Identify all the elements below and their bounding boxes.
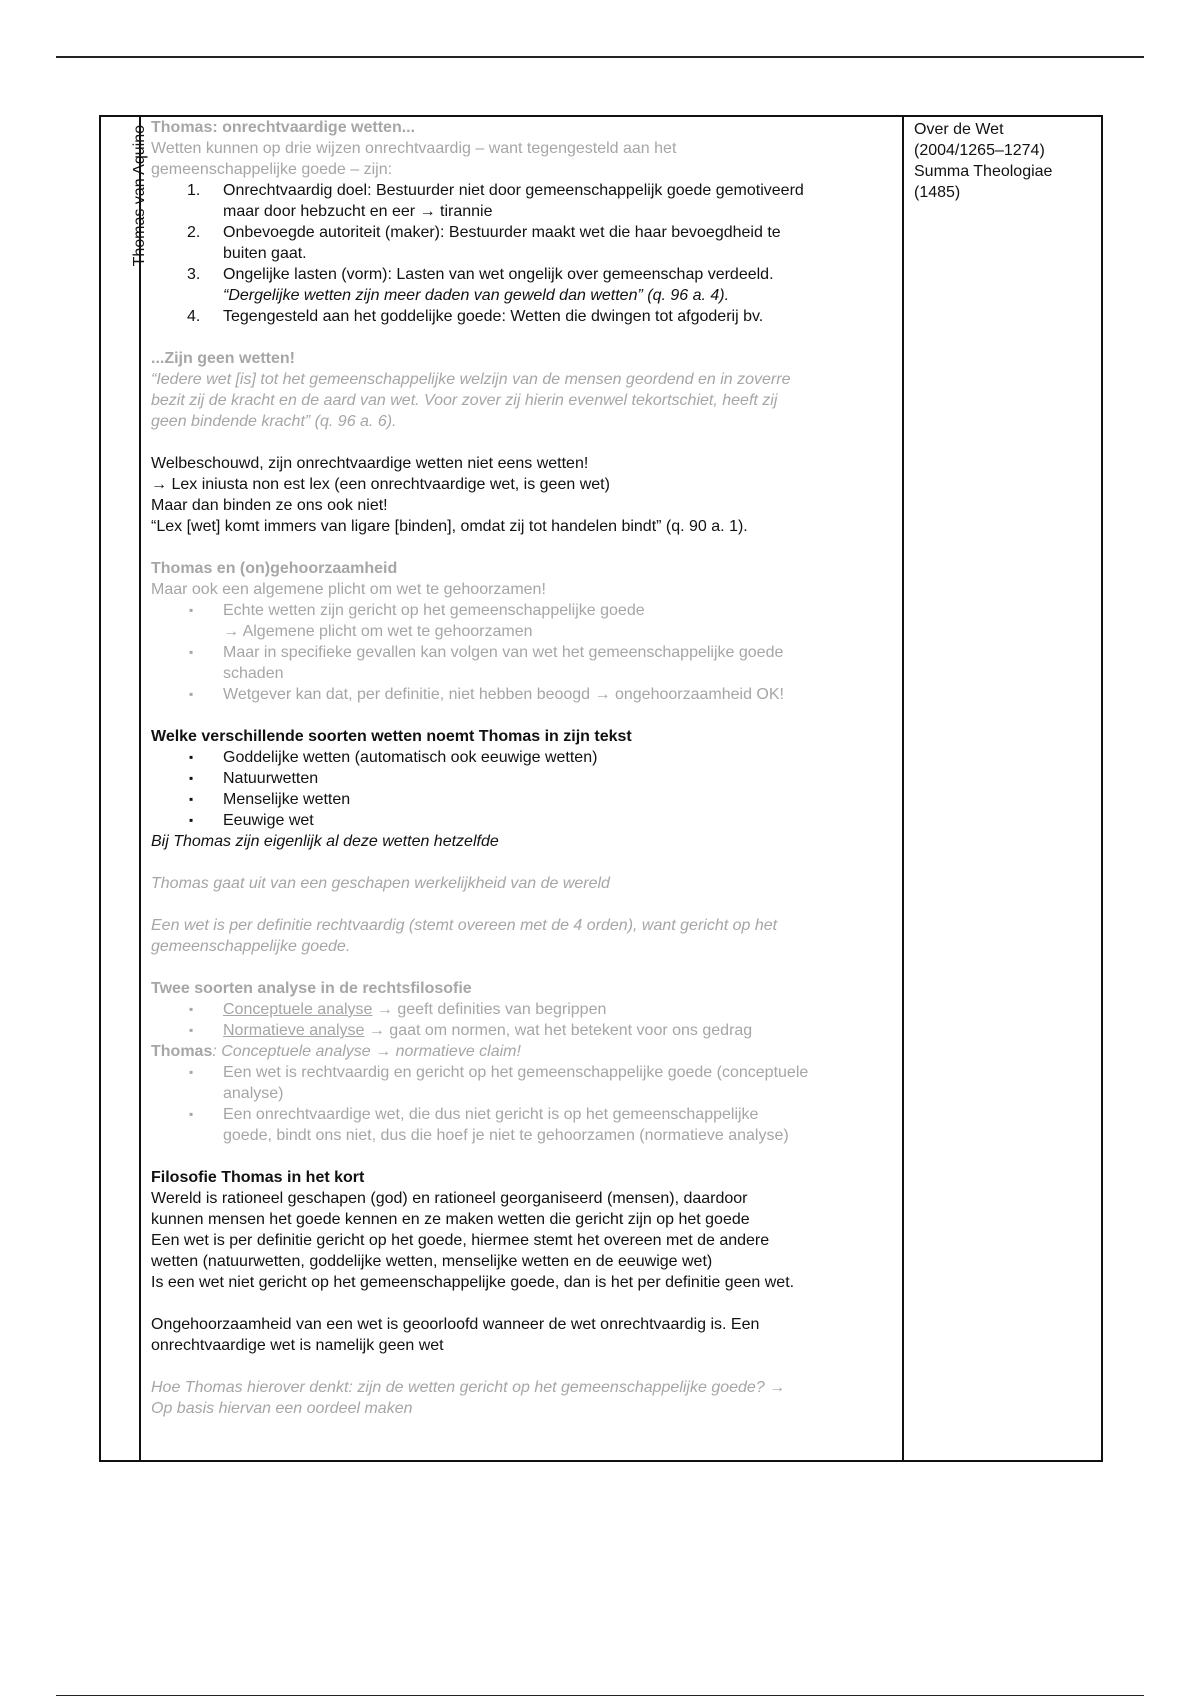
section-heading: Thomas en (on)gehoorzaamheid xyxy=(151,560,398,577)
list-item xyxy=(151,789,896,810)
text-line: Maar in specifieke gevallen kan volgen van wet het gemeenschappelijke goede xyxy=(223,644,784,661)
text-line: gemeenschappelijke goede. xyxy=(151,938,351,955)
quote-line: “Iedere wet [is] tot het gemeenschappelijke welzijn van de mensen geordend en in zoverre xyxy=(151,371,791,388)
text-line: → gaat om normen, wat het betekent voor ons gedrag xyxy=(364,1022,753,1039)
claim-label: Thomas xyxy=(151,1043,213,1060)
text-line: → Algemene plicht om wet te gehoorzamen xyxy=(223,623,533,640)
term: Conceptuele analyse xyxy=(223,1001,373,1018)
text-line: schaden xyxy=(223,665,284,682)
section-heading: Twee soorten analyse in de rechtsfilosofie xyxy=(151,980,472,997)
bullet-marker: ▪ xyxy=(189,771,194,785)
list-item xyxy=(151,180,896,222)
note-line: Bij Thomas zijn eigenlijk al deze wetten hetzelfde xyxy=(151,833,499,850)
list-item xyxy=(151,264,896,306)
footer-rule xyxy=(56,1695,1144,1696)
source-column xyxy=(902,117,1103,1460)
text-line: Thomas gaat uit van een geschapen werkelijkheid van de wereld xyxy=(151,875,610,892)
text-line: onrechtvaardige wet is namelijk geen wet xyxy=(151,1337,444,1354)
list-number: 2. xyxy=(187,224,201,241)
bullet-marker: ▪ xyxy=(189,1065,194,1079)
text-line: Ongelijke lasten (vorm): Lasten van wet ongelijk over gemeenschap verdeeld. xyxy=(223,266,774,283)
text-line: Echte wetten zijn gericht op het gemeenschappelijke goede xyxy=(223,602,645,619)
text-line: Een wet is rechtvaardig en gericht op het gemeenschappelijke goede (conceptuele xyxy=(223,1064,809,1081)
bullet-marker: ▪ xyxy=(189,603,194,617)
bullet-list xyxy=(151,1062,896,1146)
text-line: Goddelijke wetten (automatisch ook eeuwige wetten) xyxy=(223,749,598,766)
source-line: Summa Theologiae xyxy=(914,163,1053,180)
section-heading: Filosofie Thomas in het kort xyxy=(151,1169,365,1186)
text-line: analyse) xyxy=(223,1085,284,1102)
source-line: Over de Wet xyxy=(914,121,1004,138)
list-item xyxy=(151,999,896,1020)
list-number: 1. xyxy=(187,182,201,199)
bullet-marker: ▪ xyxy=(189,792,194,806)
text-line: buiten gaat. xyxy=(223,245,307,262)
source-line: (2004/1265–1274) xyxy=(914,142,1045,159)
list-item xyxy=(151,306,896,327)
notes-column xyxy=(151,117,896,1419)
numbered-list xyxy=(151,180,896,327)
quote-line: bezit zij de kracht en de aard van wet. Voor zover zij hierin evenwel tekortschiet, heeft zij xyxy=(151,392,778,409)
bullet-marker: ▪ xyxy=(189,687,194,701)
list-item xyxy=(151,1062,896,1104)
text-line: → Lex iniusta non est lex (een onrechtvaardige wet, is geen wet) xyxy=(151,476,610,493)
list-number: 4. xyxy=(187,308,201,325)
list-item xyxy=(151,684,896,705)
text-line: Hoe Thomas hierover denkt: zijn de wetten gericht op het gemeenschappelijke goede? → xyxy=(151,1379,786,1396)
text-line: Welbeschouwd, zijn onrechtvaardige wetten niet eens wetten! xyxy=(151,455,589,472)
text-line: Maar dan binden ze ons ook niet! xyxy=(151,497,388,514)
term: Normatieve analyse xyxy=(223,1022,365,1039)
bullet-list xyxy=(151,600,896,705)
text-line: Menselijke wetten xyxy=(223,791,351,808)
text-line: kunnen mensen het goede kennen en ze maken wetten die gericht zijn op het goede xyxy=(151,1211,750,1228)
header-rule xyxy=(56,56,1144,58)
text-line: Wetten kunnen op drie wijzen onrechtvaardig – want tegengesteld aan het xyxy=(151,140,677,157)
text-line: Is een wet niet gericht op het gemeenschappelijke goede, dan is het per definitie geen wet. xyxy=(151,1274,795,1291)
list-number: 3. xyxy=(187,266,201,283)
text-line: Een wet is per definitie gericht op het goede, hiermee stemt het overeen met de andere xyxy=(151,1232,770,1249)
text-line: Onrechtvaardig doel: Bestuurder niet door gemeenschappelijk goede gemotiveerd xyxy=(223,182,804,199)
notes-table xyxy=(99,115,1103,1462)
section-heading: Welke verschillende soorten wetten noemt Thomas in zijn tekst xyxy=(151,728,632,745)
list-item xyxy=(151,768,896,789)
text-line: Eeuwige wet xyxy=(223,812,314,829)
bullet-marker: ▪ xyxy=(189,1023,194,1037)
text-line: “Lex [wet] komt immers van ligare [binden], omdat zij tot handelen bindt” (q. 90 a. 1). xyxy=(151,518,748,535)
text-line: Onbevoegde autoriteit (maker): Bestuurder maakt wet die haar bevoegdheid te xyxy=(223,224,781,241)
author-label: Thomas van Aquino xyxy=(131,125,148,267)
text-line: Een wet is per definitie rechtvaardig (stemt overeen met de 4 orden), want gericht op het xyxy=(151,917,778,934)
bullet-marker: ▪ xyxy=(189,1107,194,1121)
source-line: (1485) xyxy=(914,184,961,201)
section-heading: ...Zijn geen wetten! xyxy=(151,350,296,367)
quote-line: geen bindende kracht” (q. 96 a. 6). xyxy=(151,413,397,430)
text-line: Natuurwetten xyxy=(223,770,319,787)
text-line: Ongehoorzaamheid van een wet is geoorloofd wanneer de wet onrechtvaardig is. Een xyxy=(151,1316,760,1333)
author-column xyxy=(101,117,148,1460)
bullet-list xyxy=(151,999,896,1041)
text-line: → geeft definities van begrippen xyxy=(372,1001,607,1018)
bullet-marker: ▪ xyxy=(189,750,194,764)
text-line: Maar ook een algemene plicht om wet te gehoorzamen! xyxy=(151,581,546,598)
bullet-list xyxy=(151,747,896,831)
quote-line: “Dergelijke wetten zijn meer daden van geweld dan wetten” (q. 96 a. 4). xyxy=(223,287,730,304)
list-item xyxy=(151,600,896,642)
list-item xyxy=(151,747,896,768)
text-line: wetten (natuurwetten, goddelijke wetten, menselijke wetten en de eeuwige wet) xyxy=(151,1253,713,1270)
text-line: maar door hebzucht en eer → tirannie xyxy=(223,203,493,220)
bullet-marker: ▪ xyxy=(189,645,194,659)
list-item xyxy=(151,222,896,264)
section-heading: Thomas: onrechtvaardige wetten... xyxy=(151,119,416,136)
text-line: Een onrechtvaardige wet, die dus niet gericht is op het gemeenschappelijke xyxy=(223,1106,759,1123)
list-item xyxy=(151,1104,896,1146)
bullet-marker: ▪ xyxy=(189,1002,194,1016)
claim-text: : Conceptuele analyse → normatieve claim! xyxy=(212,1043,521,1060)
text-line: gemeenschappelijke goede – zijn: xyxy=(151,161,393,178)
list-item xyxy=(151,810,896,831)
bullet-marker: ▪ xyxy=(189,813,194,827)
text-line: Op basis hiervan een oordeel maken xyxy=(151,1400,413,1417)
text-line: Wereld is rationeel geschapen (god) en rationeel georganiseerd (mensen), daardoor xyxy=(151,1190,748,1207)
list-item xyxy=(151,642,896,684)
list-item xyxy=(151,1020,896,1041)
text-line: Wetgever kan dat, per definitie, niet hebben beoogd → ongehoorzaamheid OK! xyxy=(223,686,784,703)
text-line: goede, bindt ons niet, dus die hoef je niet te gehoorzamen (normatieve analyse) xyxy=(223,1127,789,1144)
text-line: Tegengesteld aan het goddelijke goede: Wetten die dwingen tot afgoderij bv. xyxy=(223,308,764,325)
